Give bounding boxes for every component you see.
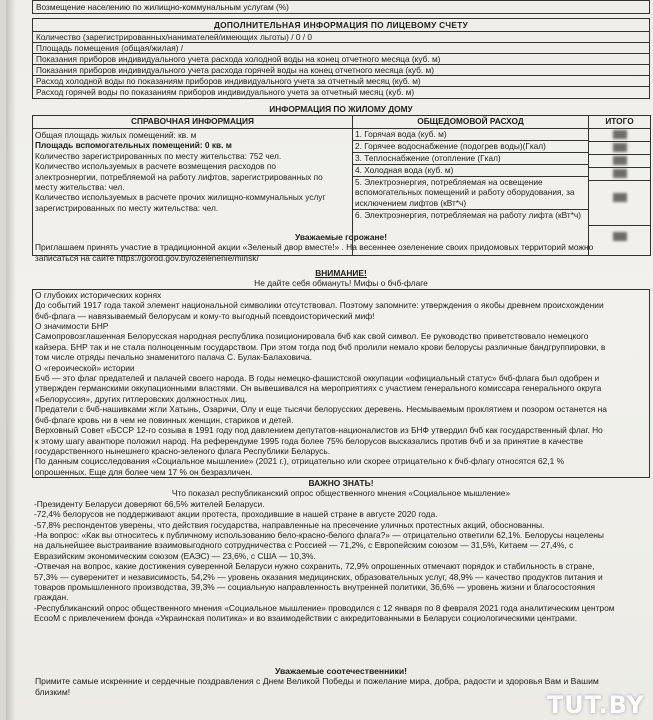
account-row: Показания приборов индивидуального учета расхода горячей воды на конец отчетного месяца (куб. м) (33, 65, 649, 76)
greeting-section (32, 232, 650, 263)
reference-line: Количество используемых в расчете возмещения расходов по (35, 161, 276, 172)
myths-line: том числе отряды печально знаменитого палача С. Булак-Балаховича. (35, 352, 312, 363)
myths-line: «Белоруссия», других гитлеровских должностных лиц. (35, 393, 248, 404)
myths-line: утвержден германскими оккупационными властями. Он вывешивался на мероприятиях с участием генерального комиссара генерального округа (35, 383, 602, 394)
account-row: Показания приборов индивидуального учета расхода холодной воды на конец отчетного месяца (куб. м) (33, 54, 649, 65)
reference-line: месту жительства: чел. (35, 182, 125, 193)
utility-bill-page (6, 0, 653, 720)
poll-line: -72,4% белорусов не поддерживают акции протеста, проходившие в нашей стране в августе 2020 года. (34, 509, 438, 520)
myths-line: опрошенных. Еще для более чем 17 % он безразличен. (35, 466, 253, 477)
myths-line: бчб-флага — навязываемый белорусам и кому-то выгодный псевдоисторический миф! (35, 310, 375, 321)
poll-section (32, 478, 650, 624)
closing-line: близким! (35, 686, 71, 697)
closing-title: Уважаемые соотечественники! (274, 666, 407, 676)
poll-line: товаров промышленного производства, 39,3% — социальную направленность внутренней политики, 36,6% — уровень жизни и благосостояния (34, 582, 596, 593)
page-shadow (6, 0, 16, 720)
redacted-value (613, 130, 627, 139)
account-row: Расход горячей воды по показаниям приборов индивидуального учета за отчетный месяц (куб. м) (36, 87, 415, 97)
myths-line: Верховный Совет «БССР 12-го созыва в 1991 году под давлением депутатов-националистов из БНФ утвердил бчб как государственный флаг. Но (35, 425, 603, 436)
myths-line: Самопровозглашенная Белорусская народная республика позиционировала бчб как свой символ. Ее руководство приветствовало немецкого (35, 331, 589, 342)
myths-body (32, 289, 650, 478)
poll-title: ВАЖНО ЗНАТЬ! (308, 478, 374, 488)
poll-body (32, 499, 650, 624)
myths-line: бчб-флаге кровь ни в чем не повинных женщин, стариков и детей. (35, 414, 294, 425)
redacted-value (613, 193, 627, 202)
compensation-row (32, 0, 650, 14)
poll-line: граждан. (34, 592, 69, 603)
greeting-title: Уважаемые горожане! (295, 232, 387, 242)
reference-line: Количество используемых в расчете прочих жилищно-коммунальных услуг (35, 192, 326, 203)
greeting-line: Приглашаем принять участие в традиционной акции «Зеленый двор вместе!» . На весеннее озеленение своих придомовых территорий можно (35, 242, 594, 253)
expense-row: 5. Электроэнергия, потребляемая на освещение вспомогательных помещений и работу оборудования, за исключением лифтов (кВт*ч) (353, 177, 588, 210)
poll-line: ЕсооМ с привлечением фонда «Украинская политика» и во взаимодействии с аккредитованными в Беларуси социологическими центрами. (34, 613, 578, 624)
account-row: Площадь помещения (общая/жилая) / (33, 43, 649, 54)
reference-line: электроэнергии, потребляемой на работу лифтов, зарегистрированных по (35, 171, 323, 182)
col-reference-header: СПРАВОЧНАЯ ИНФОРМАЦИЯ (33, 116, 353, 129)
myths-subtitle: Не дайте себя обмануть! Мифы о бчб-флаге (254, 278, 428, 289)
redacted-value (613, 156, 627, 165)
myths-line: О «героической» истории (35, 362, 135, 373)
closing-line: Примите самые искренние и сердечные поздравления с Днем Великой Победы и пожелание мира, добра, радости и здоровья Вам и Вашим (35, 676, 599, 687)
poll-line: -Отвечая на вопрос, какие достижения суверенной Беларуси нужно сохранить, 72,9% опрошенных отмечают порядок и стабильность в стране, (34, 561, 595, 572)
myths-line: Предатели с бчб-нашивками жгли Хатынь, Озаричи, Олу и еще тысячи белорусских деревень. Несмываемым проклятием и позором останется на (35, 404, 607, 415)
poll-subtitle: Что показал республиканский опрос общественного мнения «Социальное мышление» (171, 488, 511, 499)
account-row: Расход холодной воды по показаниям приборов индивидуального учета за отчетный месяц (куб. м) (33, 76, 649, 87)
poll-line: -Республиканский опрос общественного мнения «Социальное мышление» проводился с 12 января по 8 февраля 2021 года аналитическим центром (34, 602, 615, 613)
myths-section (32, 268, 650, 478)
myths-line: О глубоких исторических корнях (35, 289, 162, 300)
compensation-label: Возмещение населению по жилищно-коммунальным услугам (%) (36, 2, 289, 12)
expense-row: 6. Электроэнергия, потребляемая на работу лифта (кВт*ч) (355, 210, 582, 220)
expense-row: 4. Холодная вода (куб. м) (353, 165, 588, 177)
account-row: Количество (зарегистрированных/нанимателей/имеющих льготы) / 0 / 0 (33, 32, 649, 43)
reference-line: Количество зарегистрированных по месту жительства: 752 чел. (35, 150, 282, 161)
col-total-header: ИТОГО (589, 116, 651, 129)
myths-line: О значимости БНР (35, 321, 109, 332)
myths-line: Бчб — это флаг предателей и палачей своего народа. В годы немецко-фашистской оккупации «официальный статус» бчб-флага был одобрен и (35, 373, 600, 384)
redacted-value (613, 169, 627, 178)
myths-title: ВНИМАНИЕ! (315, 268, 367, 278)
myths-line: к этому шагу авантюре положил народ. На референдуме 1995 года более 75% белорусов высказались против бчб и за принятие в качестве (35, 435, 584, 446)
account-info-title: ДОПОЛНИТЕЛЬНАЯ ИНФОРМАЦИЯ ПО ЛИЦЕВОМУ СЧЕТУ (33, 19, 649, 32)
house-info-title: ИНФОРМАЦИЯ ПО ЖИЛОМУ ДОМУ (269, 104, 413, 114)
myths-line: До событий 1917 года такой элемент национальной символики отсутствовал. Поэтому запомните: утверждения о якобы древнем происхождении (35, 300, 604, 311)
poll-line: -На вопрос: «Как вы относитесь к публичному использованию бело-красно-белого флага?» — отрицательно ответили 62,1%. Белорусы нацелены (34, 530, 604, 541)
poll-line: -Президенту Беларуси доверяют 66,5% жителей Беларуси. (34, 498, 265, 509)
greeting-line: записаться на сайте https://gorod.gov.by/ozelenenie/minsk/ (35, 252, 259, 263)
reference-line: зарегистрированных по месту жительства: чел. (35, 202, 219, 213)
redacted-value (613, 143, 627, 152)
myths-line: кайзера. БНР так и не стала полноценным государством. При этом тогда под бчб пролили немало крови белорусы различные бандгруппировки, в (35, 341, 606, 352)
poll-line: Евразийским экономическим союзом (ЕАЭС) — 23,6%, с США — 10,3%. (34, 550, 316, 561)
tutby-watermark: TUT.BY (546, 690, 645, 719)
reference-line: Общая площадь жилых помещений: кв. м (35, 130, 197, 140)
poll-line: на дальнейшее выстраивание взаимовыгодного сотрудничества с Россией — 71,2%, с Европейским союзом — 31,5%, Китаем — 27,4%, с (34, 540, 574, 551)
account-info-table (32, 18, 650, 99)
poll-line: 57,3% — суверенитет и независимость, 54,2% — уровень оказания медицинских, образовательных услуг, 48,9% — качество продуктов питания и (34, 571, 603, 582)
col-common-header: ОБЩЕДОМОВОЙ РАСХОД (353, 116, 589, 129)
reference-line: Площадь вспомогательных помещений: 0 кв. м (35, 140, 232, 151)
expense-row: 1. Горячая вода (куб. м) (353, 129, 588, 141)
myths-line: По данным социсследования «Социальное мышление» (2021 г.), отрицательно или скорее отрицательно к бчб-флагу относятся 62,1 % (35, 456, 565, 467)
expense-row: 3. Теплоснабжение (отопление (Гкал) (353, 153, 588, 165)
poll-line: -57,8% респондентов уверены, что действия государства, направленные на пресечение уличных протестных акций, обоснованны. (34, 519, 545, 530)
expense-row: 2. Горячее водоснабжение (подогрев воды)(Гкал) (353, 141, 588, 153)
myths-line: государственного нынешнего красно-зеленого флага Республики Беларусь. (35, 445, 331, 456)
